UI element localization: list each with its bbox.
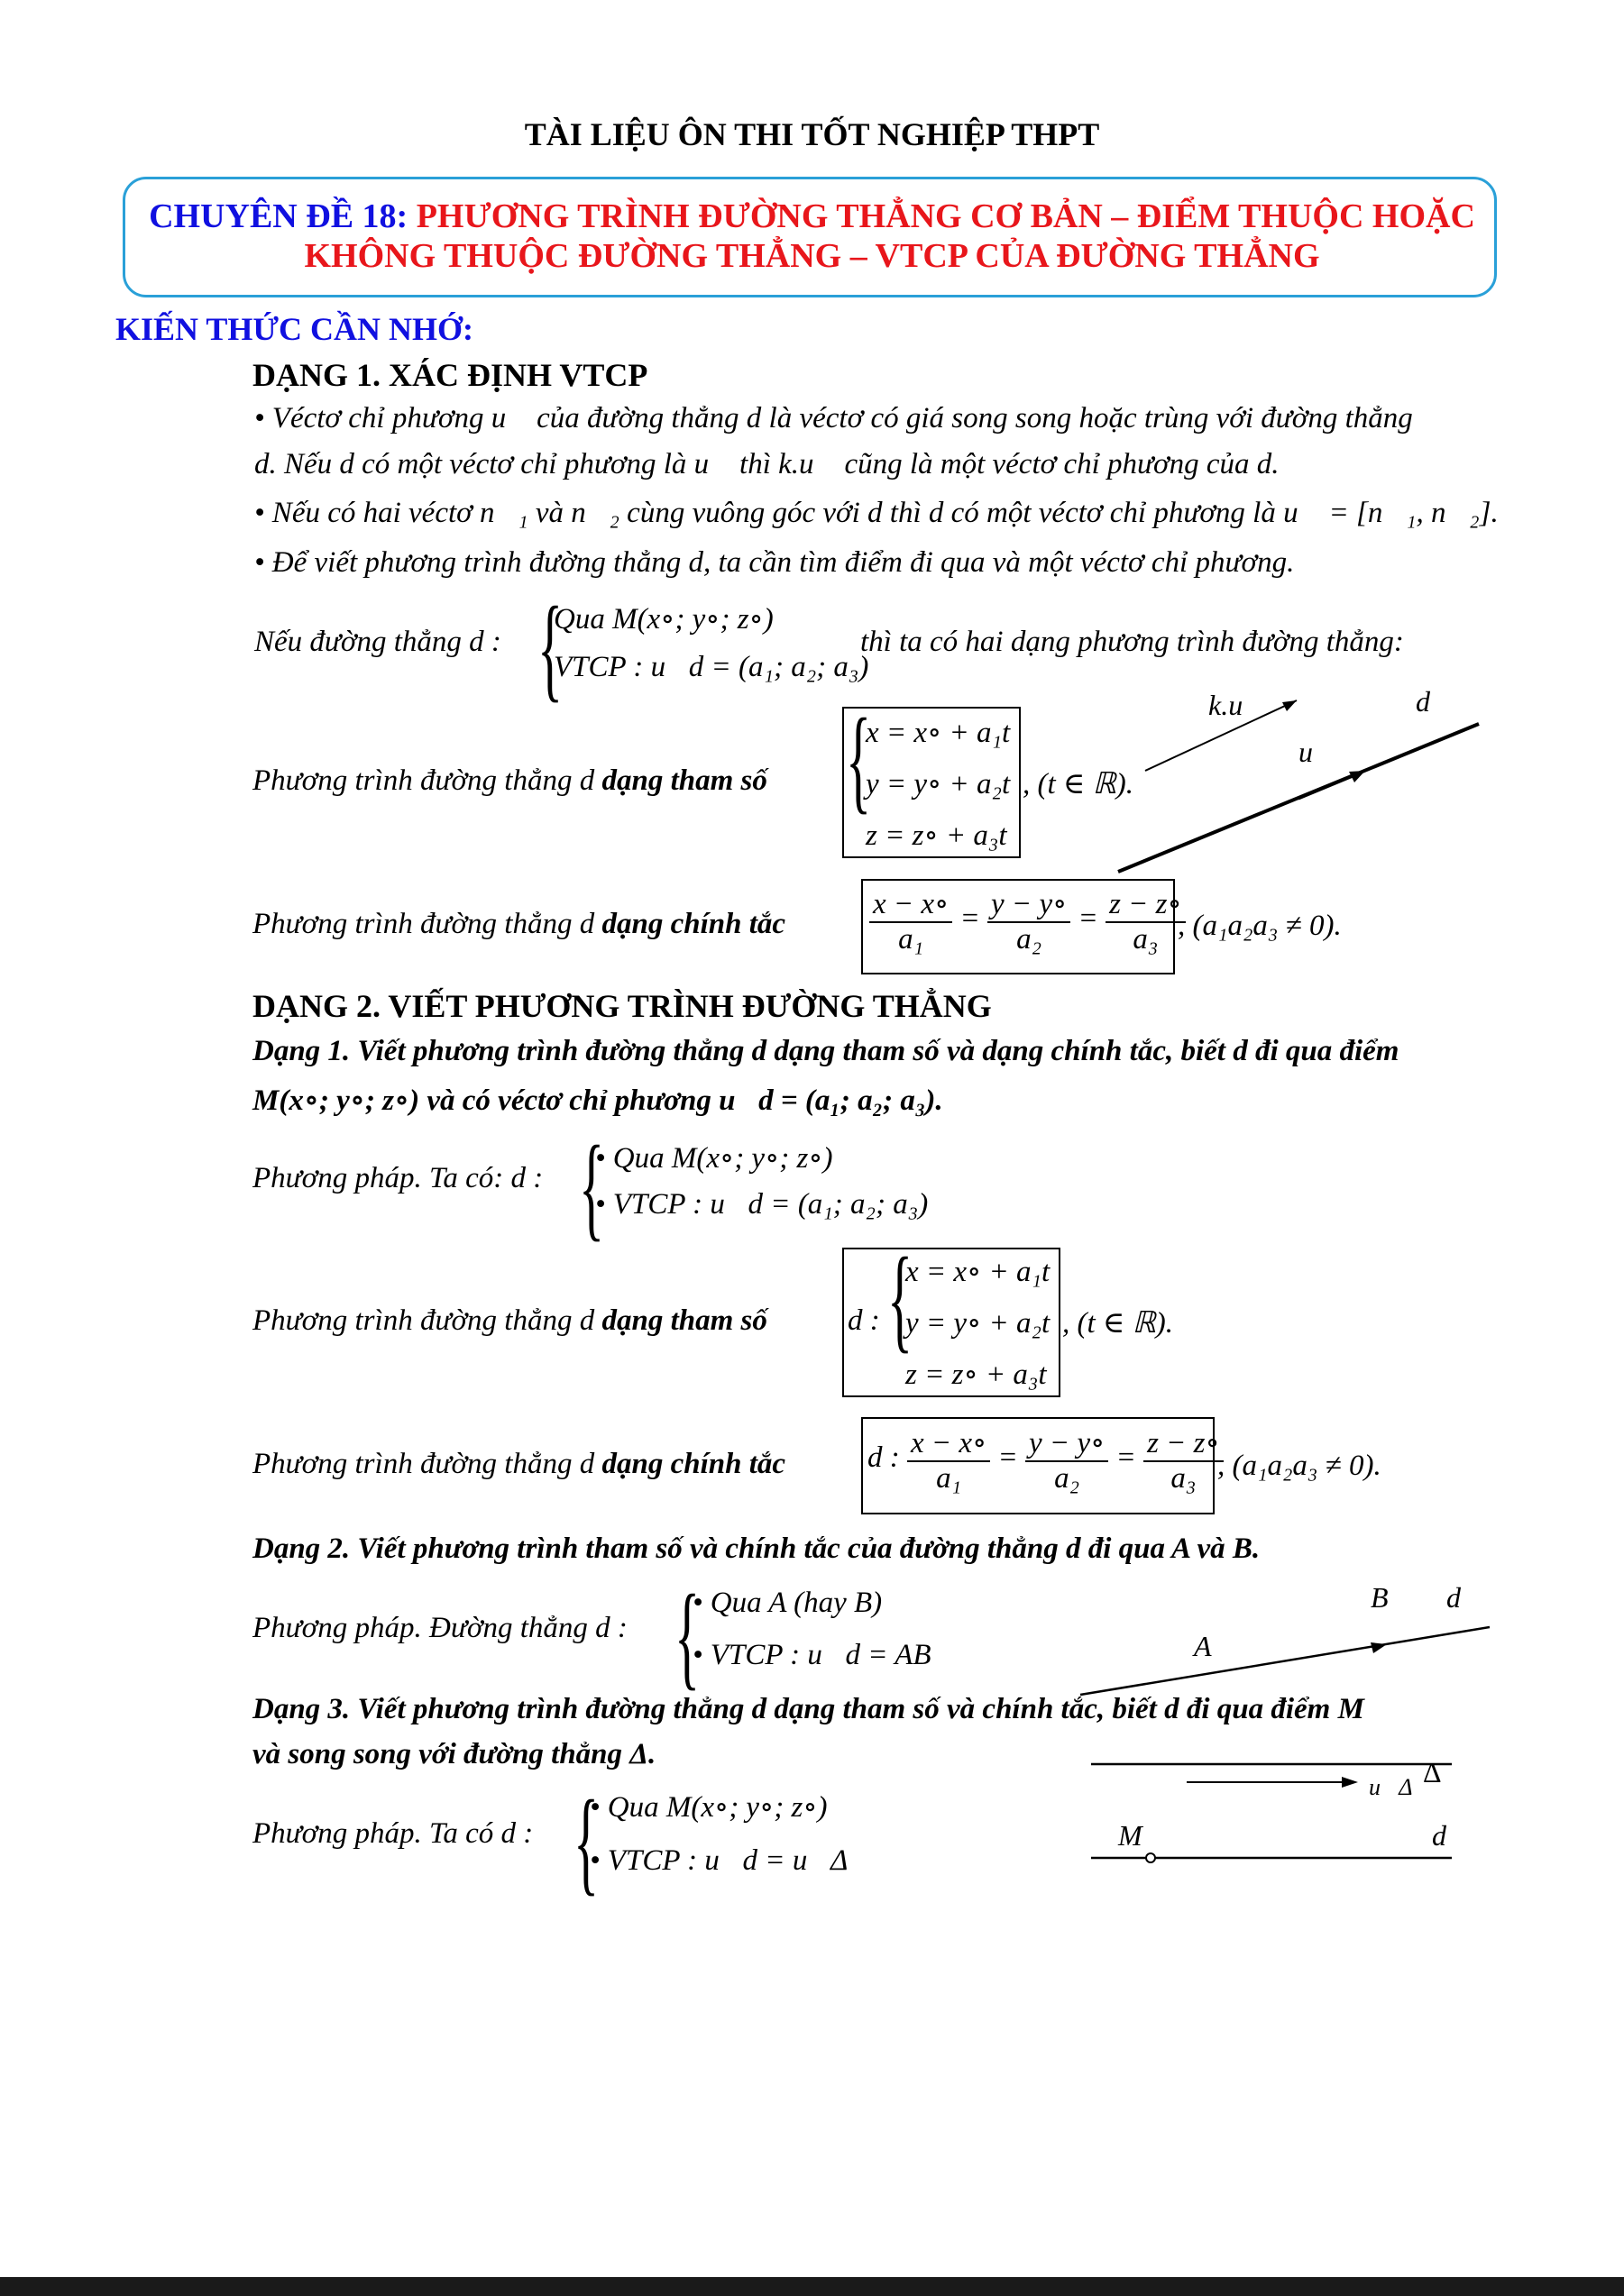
param-eq1: x = x∘ + a₁t <box>866 717 1011 749</box>
param-label <box>252 764 767 798</box>
d1-vtcp: • VTCP : u⃗d = (a₁; a₂; a₃) <box>595 1188 929 1221</box>
d3-method: Phương pháp. Ta có d : <box>252 1817 534 1850</box>
intro-left: Nếu đường thẳng d : <box>254 626 501 658</box>
d1-canon-num-1: x − x∘ <box>907 1424 990 1462</box>
label-d3: d <box>1432 1819 1446 1852</box>
dang1-bullet3: • Để viết phương trình đường thẳng d, ta cần tìm điểm đi qua và một véctơ chỉ phương. <box>254 546 1295 579</box>
d1-canon-frac-3 <box>1143 1424 1224 1496</box>
d1-canon-frac-1 <box>907 1424 990 1496</box>
d1-title-b: M(x∘; y∘; z∘) và có véctơ chỉ phương u⃗d = (a₁; a₂; a₃). <box>252 1084 943 1117</box>
d3-title-a: Dạng 3. Viết phương trình đường thẳng d dạng tham số và chính tắc, biết d đi qua điểm M <box>252 1693 1364 1725</box>
point-m <box>1146 1853 1155 1862</box>
d2-vtcp: • VTCP : u⃗d = AB⃗ <box>693 1639 955 1671</box>
ku-arrowhead <box>1282 700 1297 711</box>
label-ku: k.u⃗ <box>1208 689 1266 721</box>
d2-title: Dạng 2. Viết phương trình tham số và chính tắc của đường thẳng d đi qua A và B. <box>252 1532 1261 1565</box>
d1-canon-label <box>252 1448 785 1481</box>
canon-den-2: a₂ <box>1016 923 1042 956</box>
d1-canon-den-3: a₃ <box>1170 1462 1197 1495</box>
label-delta: Δ <box>1423 1756 1442 1788</box>
d2-method-brace: { <box>674 1571 701 1701</box>
dang1-bullet2: • Nếu có hai véctơ n⃗₁ và n⃗₂ cùng vuông góc với d thì d có một véctơ chỉ phương là u⃗ = [n⃗₁, n⃗₂]. <box>254 497 1499 529</box>
intro-brace: { <box>537 583 564 713</box>
dang1-title: DẠNG 1. XÁC ĐỊNH VTCP <box>252 357 648 393</box>
d1-qua: • Qua M(x∘; y∘; z∘) <box>595 1142 833 1175</box>
intro-qua: Qua M(x∘; y∘; z∘) <box>554 603 774 636</box>
d1-param-prefix: d : <box>848 1304 880 1337</box>
d1-canon-num-2: y − y∘ <box>1025 1424 1108 1462</box>
dang1-bullet1-a: • Véctơ chỉ phương u⃗ của đường thẳng d là véctơ có giá song song hoặc trùng với đường thẳng <box>254 402 1413 435</box>
label-u: u⃗ <box>1298 736 1335 768</box>
canon-frac-2 <box>987 885 1070 956</box>
canon-den-1: a₁ <box>898 923 924 956</box>
canon-num-1: x − x∘ <box>869 885 952 923</box>
d3-vtcp: • VTCP : u⃗d = u⃗Δ <box>590 1844 849 1877</box>
canon-num-2: y − y∘ <box>987 885 1070 923</box>
label-b: B <box>1371 1581 1389 1614</box>
topic-line-1 <box>0 197 1624 236</box>
d2-method: Phương pháp. Đường thẳng d : <box>252 1612 628 1644</box>
bottom-rule <box>0 2277 1624 2296</box>
d1-param-eq3: z = z∘ + a₃t <box>905 1358 1047 1391</box>
line-ab <box>1080 1627 1490 1695</box>
d1-method-brace: { <box>579 1122 605 1252</box>
canon-label-a: Phương trình đường thẳng d <box>252 908 602 940</box>
figure-vectors <box>1109 681 1488 897</box>
canon-label-b: dạng chính tắc <box>601 908 786 940</box>
canon-den-3: a₃ <box>1133 923 1159 956</box>
d3-qua: • Qua M(x∘; y∘; z∘) <box>590 1791 828 1824</box>
d1-canon-cond: , (a₁a₂a₃ ≠ 0). <box>1217 1450 1381 1482</box>
d1-param-label <box>252 1304 767 1338</box>
param-cond: , (t ∈ ℝ). <box>1023 768 1133 800</box>
param-label-a: Phương trình đường thẳng d <box>252 764 602 797</box>
d1-param-label-a: Phương trình đường thẳng d <box>252 1304 602 1337</box>
d1-canon-equation: d : $\frac{x - x\circ}{\text{a₁}}$ = $\frac{y - y\circ}{\text{a₂}}$ = $\frac{z - z\circ}{\text{a₃}}$ <box>867 1424 1224 1496</box>
d1-param-eq2: y = y∘ + a₂t <box>905 1307 1051 1340</box>
topic-title-1: PHƯƠNG TRÌNH ĐƯỜNG THẲNG CƠ BẢN – ĐIỂM THUỘC HOẶC <box>416 197 1475 235</box>
label-a: A <box>1194 1630 1212 1662</box>
d1-title-a: Dạng 1. Viết phương trình đường thẳng d dạng tham số và dạng chính tắc, biết d đi qua điểm <box>252 1035 1399 1067</box>
intro-right: thì ta có hai dạng phương trình đường thẳng: <box>860 626 1404 658</box>
figure-parallel <box>1082 1744 1479 1871</box>
canon-frac-1 <box>869 885 952 956</box>
d1-param-cond: , (t ∈ ℝ). <box>1062 1307 1173 1340</box>
d1-canon-label-b: dạng chính tắc <box>601 1448 786 1480</box>
figure-line-ab <box>1073 1573 1497 1708</box>
label-u-delta: u⃗Δ <box>1369 1774 1413 1800</box>
d1-canon-den-2: a₂ <box>1054 1462 1080 1495</box>
param-brace: { <box>846 695 872 825</box>
topic-title-2: KHÔNG THUỘC ĐƯỜNG THẲNG – VTCP CỦA ĐƯỜNG THẲNG <box>304 237 1320 275</box>
d1-canon-label-a: Phương trình đường thẳng d <box>252 1448 602 1480</box>
param-eq3: z = z∘ + a₃t <box>866 819 1007 852</box>
canon-equation: $\frac{x - x\circ}{\text{a₁}}$ = $\frac{y - y\circ}{\text{a₂}}$ = $\frac{z - z\circ}{\text{a₃}}$ <box>869 885 1186 956</box>
label-m: M <box>1118 1819 1142 1852</box>
d1-param-eq1: x = x∘ + a₁t <box>905 1256 1051 1288</box>
d1-canon-num-3: z − z∘ <box>1143 1424 1224 1462</box>
dang2-title: DẠNG 2. VIẾT PHƯƠNG TRÌNH ĐƯỜNG THẲNG <box>252 988 992 1024</box>
label-d2: d <box>1446 1581 1461 1614</box>
u-delta-arrowhead <box>1342 1777 1358 1788</box>
topic-prefix: CHUYÊN ĐỀ 18: <box>149 197 408 235</box>
param-label-b: dạng tham số <box>601 764 767 797</box>
d3-title-b: và song song với đường thẳng Δ. <box>252 1738 656 1770</box>
d1-param-label-b: dạng tham số <box>601 1304 767 1337</box>
ab-arrowhead <box>1371 1642 1387 1653</box>
d1-canon-den-1: a₁ <box>936 1462 962 1495</box>
section-heading: KIẾN THỨC CẦN NHỚ: <box>115 311 474 347</box>
d2-qua: • Qua A (hay B) <box>693 1587 883 1619</box>
document-title: TÀI LIỆU ÔN THI TỐT NGHIỆP THPT <box>524 116 1100 152</box>
canon-num-3: z − z∘ <box>1106 885 1186 923</box>
canon-cond: , (a₁a₂a₃ ≠ 0). <box>1178 910 1342 942</box>
canon-label <box>252 908 785 941</box>
d1-param-brace: { <box>887 1234 913 1364</box>
label-d: d <box>1416 685 1430 718</box>
d1-method: Phương pháp. Ta có: d : <box>252 1162 544 1194</box>
intro-vtcp: VTCP : u⃗d = (a₁; a₂; a₃) <box>554 651 869 683</box>
d3-method-brace: { <box>573 1777 600 1907</box>
d1-canon-frac-2 <box>1025 1424 1108 1496</box>
d1-canon-prefix: d : <box>867 1441 900 1475</box>
param-eq2: y = y∘ + a₂t <box>866 768 1011 800</box>
dang1-bullet1-b: d. Nếu d có một véctơ chỉ phương là u⃗ thì k.u⃗ cũng là một véctơ chỉ phương của d. <box>254 448 1280 480</box>
